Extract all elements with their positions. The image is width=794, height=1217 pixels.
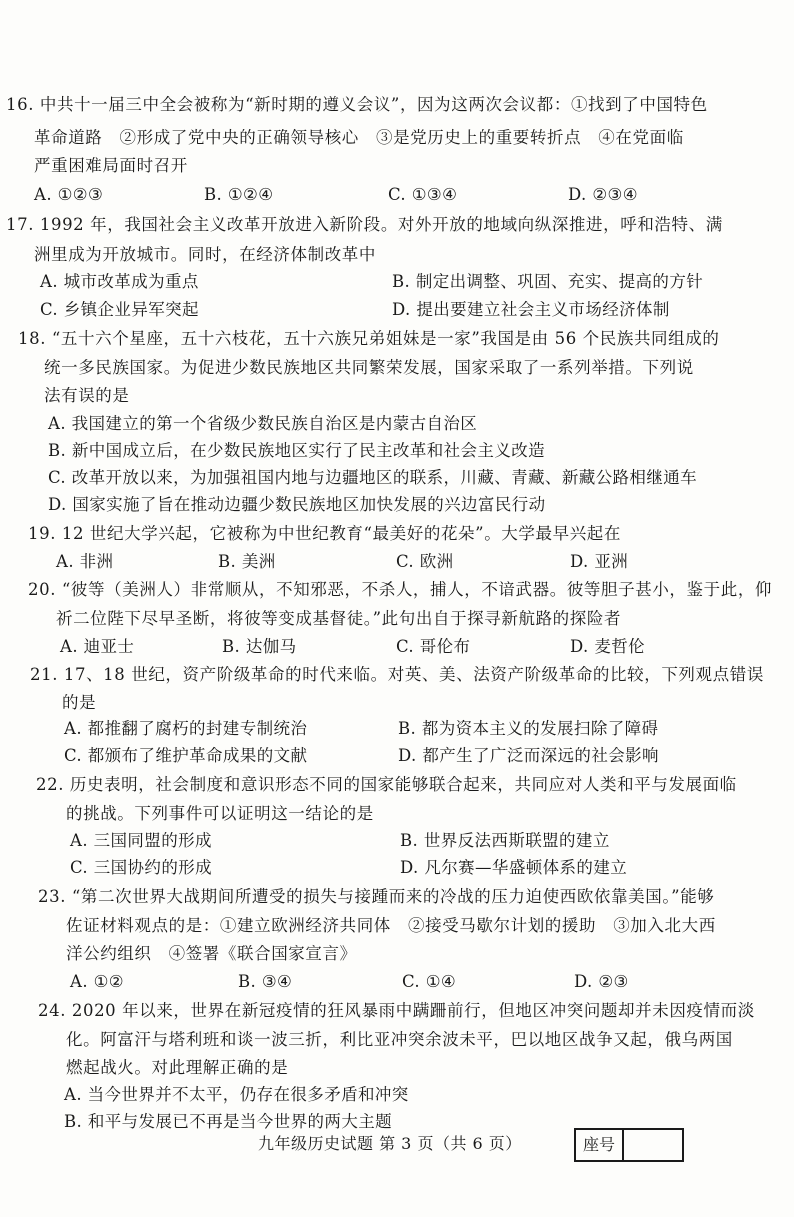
q16-option-a[interactable]: A. ①②③ <box>34 185 104 204</box>
q20-stem-line-2: 祈二位陛下尽早圣断，将彼等变成基督徒。”此句出自于探寻新航路的探险者 <box>56 609 622 628</box>
q18-stem-line-2: 统一多民族国家。为促进少数民族地区共同繁荣发展，国家采取了一系列举措。下列说 <box>44 358 694 377</box>
q23-stem-line-1: 23. “第二次世界大战期间所遭受的损失与接踵而来的冷战的压力迫使西欧依靠美国。”能够 <box>38 887 715 906</box>
q17-stem-line-2: 洲里成为开放城市。同时，在经济体制改革中 <box>34 245 376 264</box>
q18-stem-line-3: 法有误的是 <box>44 386 130 405</box>
q19-option-c[interactable]: C. 欧洲 <box>396 552 454 571</box>
q20-option-a[interactable]: A. 迪亚士 <box>60 637 135 656</box>
q23-option-b[interactable]: B. ③④ <box>238 972 293 991</box>
q16-option-b[interactable]: B. ①②④ <box>204 185 274 204</box>
q20-stem-line-1: 20. “彼等（美洲人）非常顺从，不知邪恶，不杀人，捕人，不谙武器。彼等胆子甚小，鉴于此，仰 <box>28 580 773 599</box>
q23-option-a[interactable]: A. ①② <box>70 972 124 991</box>
q23-option-c[interactable]: C. ①④ <box>402 972 457 991</box>
q17-option-d[interactable]: D. 提出要建立社会主义市场经济体制 <box>392 300 670 319</box>
q17-option-a[interactable]: A. 城市改革成为重点 <box>40 272 199 291</box>
q23-option-d[interactable]: D. ②③ <box>574 972 629 991</box>
q23-stem-line-3: 洋公约组织 ④签署《联合国家宣言》 <box>66 944 357 963</box>
q22-stem-line-1: 22. 历史表明，社会制度和意识形态不同的国家能够联合起来，共同应对人类和平与发展面临 <box>36 775 737 794</box>
q16-stem-line-2: 革命道路 ②形成了党中央的正确领导核心 ③是党历史上的重要转折点 ④在党面临 <box>34 128 684 147</box>
q21-stem-line-1: 21. 17、18 世纪，资产阶级革命的时代来临。对英、美、法资产阶级革命的比较，下列观点错误 <box>30 665 764 684</box>
q17-option-b[interactable]: B. 制定出调整、巩固、充实、提高的方针 <box>392 272 704 291</box>
q16-option-d[interactable]: D. ②③④ <box>568 185 638 204</box>
q22-stem-line-2: 的挑战。下列事件可以证明这一结论的是 <box>66 804 374 823</box>
q22-option-c[interactable]: C. 三国协约的形成 <box>70 858 213 877</box>
q19-option-a[interactable]: A. 非洲 <box>56 552 114 571</box>
q24-stem-line-2: 化。阿富汗与塔利班和谈一波三折，利比亚冲突余波未平，巴以地区战争又起，俄乌两国 <box>66 1030 733 1049</box>
q21-option-b[interactable]: B. 都为资本主义的发展扫除了障碍 <box>398 719 659 738</box>
q18-option-d[interactable]: D. 国家实施了旨在推动边疆少数民族地区加快发展的兴边富民行动 <box>48 495 546 514</box>
q19-stem-line-1: 19. 12 世纪大学兴起，它被称为中世纪教育“最美好的花朵”。大学最早兴起在 <box>28 524 621 543</box>
q19-option-b[interactable]: B. 美洲 <box>218 552 276 571</box>
q20-option-b[interactable]: B. 达伽马 <box>222 637 297 656</box>
q17-option-c[interactable]: C. 乡镇企业异军突起 <box>40 300 199 319</box>
seat-number-box[interactable] <box>574 1128 684 1162</box>
q18-option-b[interactable]: B. 新中国成立后，在少数民族地区实行了民主改革和社会主义改造 <box>48 441 546 460</box>
seat-number-field[interactable] <box>624 1130 682 1160</box>
q24-option-b[interactable]: B. 和平与发展已不再是当今世界的两大主题 <box>64 1112 393 1131</box>
q23-stem-line-2: 佐证材料观点的是：①建立欧洲经济共同体 ②接受马歇尔计划的援助 ③加入北大西 <box>66 916 716 935</box>
q24-stem-line-1: 24. 2020 年以来，世界在新冠疫情的狂风暴雨中蹒跚前行，但地区冲突问题却并未因疫情而淡 <box>38 1001 755 1020</box>
q21-stem-line-2: 的是 <box>62 693 97 712</box>
q18-option-c[interactable]: C. 改革开放以来，为加强祖国内地与边疆地区的联系，川藏、青藏、新藏公路相继通车 <box>48 468 698 487</box>
q24-stem-line-3: 燃起战火。对此理解正确的是 <box>66 1058 289 1077</box>
q19-option-d[interactable]: D. 亚洲 <box>570 552 629 571</box>
q22-option-d[interactable]: D. 凡尔赛—华盛顿体系的建立 <box>400 858 628 877</box>
q17-stem-line-1: 17. 1992 年，我国社会主义改革开放进入新阶段。对外开放的地域向纵深推进，呼和浩特、满 <box>6 215 723 234</box>
q21-option-a[interactable]: A. 都推翻了腐朽的封建专制统治 <box>64 719 308 738</box>
seat-number-label: 座号 <box>576 1130 624 1160</box>
q16-stem-line-1: 16. 中共十一届三中全会被称为“新时期的遵义会议”，因为这两次会议都：①找到了中国特色 <box>6 95 708 114</box>
q16-option-c[interactable]: C. ①③④ <box>388 185 458 204</box>
page-footer: 九年级历史试题 第 3 页（共 6 页） <box>258 1134 522 1153</box>
q22-option-a[interactable]: A. 三国同盟的形成 <box>70 831 212 850</box>
q18-option-a[interactable]: A. 我国建立的第一个省级少数民族自治区是内蒙古自治区 <box>48 414 478 433</box>
q21-option-c[interactable]: C. 都颁布了维护革命成果的文献 <box>64 746 308 765</box>
q18-stem-line-1: 18. “五十六个星座，五十六枝花，五十六族兄弟姐妹是一家”我国是由 56 个民族共同组成的 <box>18 329 720 348</box>
q21-option-d[interactable]: D. 都产生了广泛而深远的社会影响 <box>398 746 659 765</box>
q20-option-c[interactable]: C. 哥伦布 <box>396 637 471 656</box>
q16-stem-line-3: 严重困难局面时召开 <box>34 156 188 175</box>
q24-option-a[interactable]: A. 当今世界并不太平，仍存在很多矛盾和冲突 <box>64 1085 409 1104</box>
q22-option-b[interactable]: B. 世界反法西斯联盟的建立 <box>400 831 610 850</box>
q20-option-d[interactable]: D. 麦哲伦 <box>570 637 646 656</box>
